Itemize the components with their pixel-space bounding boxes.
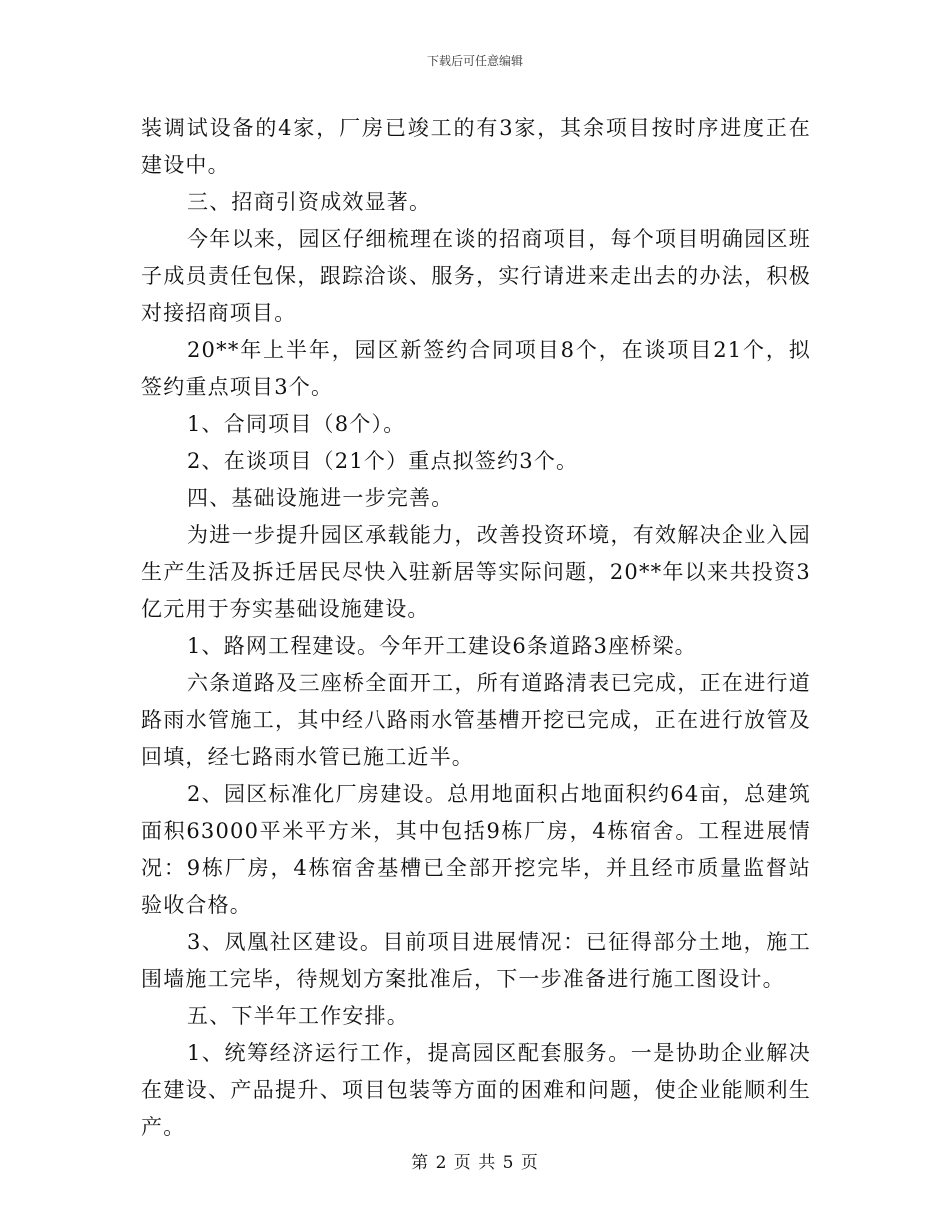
list-item: 1、合同项目（8个）。: [187, 412, 406, 436]
page-header: 下载后可任意编辑: [426, 54, 523, 68]
list-item: 2、在谈项目（21个）重点拟签约3个。: [187, 449, 579, 473]
paragraph: 20**年上半年，园区新签约合同项目8个，在谈项目21个，拟签约重点项目3个。: [141, 338, 811, 399]
section-heading: 三、招商引资成效显著。: [187, 190, 432, 214]
list-item: 1、统筹经济运行工作，提高园区配套服务。一是协助企业解决在建设、产品提升、项目包装等方面的困难和问题，使企业能顺利生产。: [141, 1041, 811, 1139]
paragraph: 六条道路及三座桥全面开工，所有道路清表已完成，正在进行道路雨水管施工，其中经八路雨水管基槽开挖已完成，正在进行放管及回填，经七路雨水管已施工近半。: [141, 671, 811, 769]
section-heading: 四、基础设施进一步完善。: [187, 486, 454, 510]
paragraph: 今年以来，园区仔细梳理在谈的招商项目，每个项目明确园区班子成员责任包保，跟踪洽谈、服务，实行请进来走出去的办法，积极对接招商项目。: [141, 227, 811, 325]
list-item: 3、凤凰社区建设。目前项目进展情况：已征得部分土地，施工围墙施工完毕，待规划方案批准后，下一步准备进行施工图设计。: [141, 930, 811, 991]
document-body: [141, 110, 811, 1146]
list-item: 1、路网工程建设。今年开工建设6条道路3座桥梁。: [187, 634, 697, 658]
paragraph: 装调试设备的4家，厂房已竣工的有3家，其余项目按时序进度正在建设中。: [141, 116, 811, 177]
section-heading: 五、下半年工作安排。: [187, 1004, 409, 1028]
paragraph: 为进一步提升园区承载能力，改善投资环境，有效解决企业入园生产生活及拆迁居民尽快入驻新居等实际问题，20**年以来共投资3亿元用于夯实基础设施建设。: [141, 523, 811, 621]
list-item: 2、园区标准化厂房建设。总用地面积占地面积约64亩，总建筑面积63000平米平方米，其中包括9栋厂房，4栋宿舍。工程进展情况：9栋厂房，4栋宿舍基槽已全部开挖完毕，并且经市质量监督站验收合格。: [141, 782, 811, 917]
page-number: 第 2 页 共 5 页: [411, 1153, 539, 1173]
